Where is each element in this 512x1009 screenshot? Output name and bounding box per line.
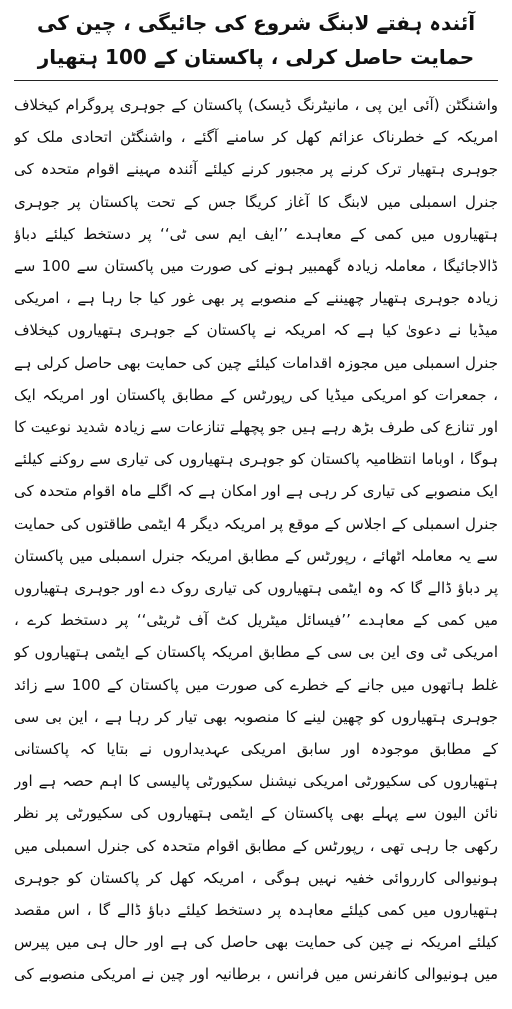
article-headline: آئندہ ہفتے لابنگ شروع کی جائیگی ، چین کی حمایت حاصل کرلی ، پاکستان کے 100 ہتھیار	[36, 11, 476, 69]
headline-divider	[14, 80, 498, 81]
article-body: واشنگٹن (آئی این پی ، مانیٹرنگ ڈیسک) پاکستان کے جوہری پروگرام کیخلاف امریکہ کے خطرناک عزائم کھل کر سامنے آگئے ، واشنگٹن اتحادی ملک کو جوہری ہتھیار ترک کرنے پر مجبور کرنے کیلئے آئندہ مہینے اقوام متحدہ کی جنرل اسمبلی میں لابنگ کا آغاز کریگا جس کے تحت پاکستان پر جوہری ہتھیاروں میں کمی کے معاہدے ’’ایف ایم سی ٹی‘‘ پر دستخط کیلئے دباؤ ڈالاجائیگا ، معاملہ زیادہ گھمبیر ہونے کی صورت میں پاکستان سے 100 سے زیادہ جوہری ہتھیار چھیننے کے منصوبے پر بھی غور کیا جا رہا ہے ، امریکی میڈیا نے دعویٰ کیا ہے کہ امریکہ نے پاکستان کے جوہری ہتھیاروں کیخلاف جنرل اسمبلی میں مجوزہ اقدامات کیلئے چین کی حمایت بھی حاصل کرلی ہے ، جمعرات کو امریکی میڈیا کی رپورٹس کے مطابق پاکستان اور امریکہ ایک اور تنازع کی طرف بڑھ رہے ہیں جو پچھلے تنازعات سے زیادہ شدید نوعیت کا ہوگا ، اوباما انتظامیہ پاکستان کو جوہری ہتھیاروں کی تیاری سے روکنے کیلئے ایک منصوبے کی تیاری کر رہی ہے اور امکان ہے کہ اگلے ماہ اقوام متحدہ کی جنرل اسمبلی کے اجلاس کے موقع پر امریکہ دیگر 4 ایٹمی طاقتوں کی حمایت سے یہ معاملہ اٹھائے ، رپورٹس کے مطابق امریکہ جنرل اسمبلی میں پاکستان پر دباؤ ڈالے گا کہ وہ ایٹمی ہتھیاروں کی تیاری روک دے اور جوہری ہتھیاروں میں کمی کے معاہدے ’’فیسائل میٹریل کٹ آف ٹریٹی‘‘ پر دستخط کرے ، امریکی ٹی وی این بی سی کے مطابق امریکہ پاکستان کے ایٹمی ہتھیاروں کو غلط ہاتھوں میں جانے کے خطرے کی صورت میں پاکستان کے 100 سے زائد جوہری ہتھیاروں کو چھین لینے کا منصوبہ بھی تیار کر رہا ہے ، این بی سی کے مطابق موجودہ اور سابق امریکی عہدیداروں نے بتایا کہ پاکستانی ہتھیاروں کی سکیورٹی امریکی نیشنل سکیورٹی پالیسی کا اہم حصہ ہے اور نائن الیون سے پہلے بھی پاکستان کے ایٹمی ہتھیاروں کی سکیورٹی پر نظر رکھی جا رہی تھی ، رپورٹس کے مطابق اقوام متحدہ کی جنرل اسمبلی میں ہونیوالی کارروائی خفیہ نہیں ہوگی ، امریکہ کھل کر پاکستان کو جوہری ہتھیاروں میں کمی کیلئے معاہدہ پر دستخط کیلئے دباؤ ڈالے گا ، اس مقصد کیلئے امریکہ نے چین کی حمایت بھی حاصل کی ہے اور حال ہی میں پیرس میں ہونیوالی کانفرنس میں فرانس ، برطانیہ اور چین نے امریکی منصوبے کی	[14, 96, 498, 984]
